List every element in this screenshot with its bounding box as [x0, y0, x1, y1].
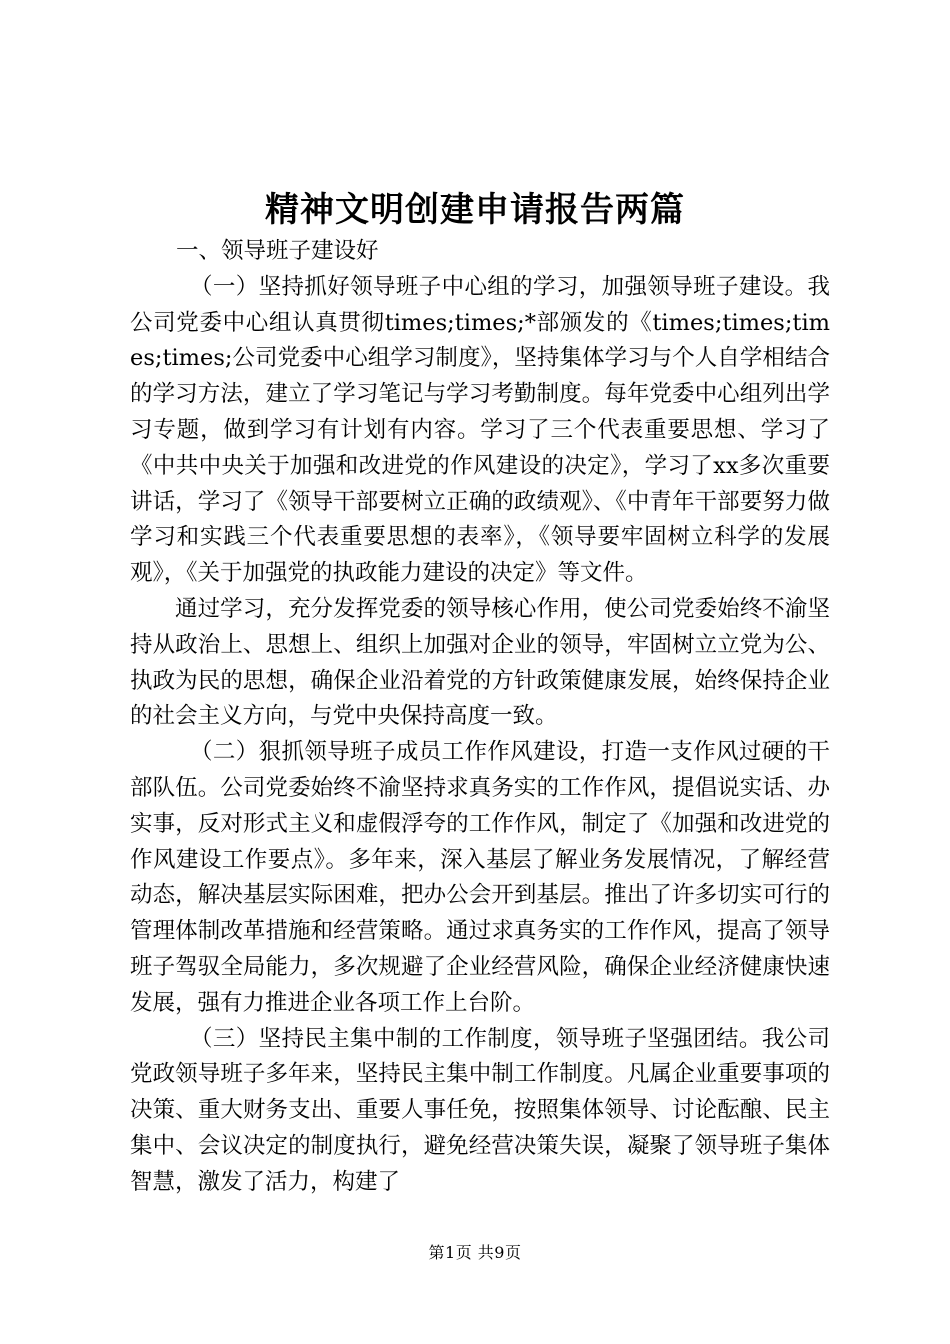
page-number-footer: 第1页 共9页	[428, 1243, 522, 1262]
paragraph-1: （一）坚持抓好领导班子中心组的学习，加强领导班子建设。我公司党委中心组认真贯彻times;times;*部颁发的《times;times;times;times;公司党委中心组学习制度》，坚持集体学习与个人自学相结合的学习方法，建立了学习笔记与学习考勤制度。每年党委中心组列出学习专题，做到学习有计划有内容。学习了三个代表重要思想、学习了《中共中央关于加强和改进党的作风建设的决定》，学习了xx多次重要讲话，学习了《领导干部要树立正确的政绩观》、《中青年干部要努力做学习和实践三个代表重要思想的表率》，《领导要牢固树立科学的发展观》，《关于加强党的执政能力建设的决定》等文件。	[130, 273, 830, 587]
page-title: 精神文明创建申请报告两篇	[265, 190, 685, 230]
section-heading: 一、领导班子建设好	[176, 238, 379, 264]
paragraph-3: （二）狠抓领导班子成员工作作风建设，打造一支作风过硬的干部队伍。公司党委始终不渝坚持求真务实的工作作风，提倡说实话、办实事，反对形式主义和虚假浮夸的工作作风，制定了《加强和改进党的作风建设工作要点》。多年来，深入基层了解业务发展情况，了解经营动态，解决基层实际困难，把办公会开到基层。推出了许多切实可行的管理体制改革措施和经营策略。通过求真务实的工作作风，提高了领导班子驾驭全局能力，多次规避了企业经营风险，确保企业经济健康快速发展，强有力推进企业各项工作上台阶。	[130, 739, 830, 1016]
paragraph-2: 通过学习，充分发挥党委的领导核心作用，使公司党委始终不渝坚持从政治上、思想上、组织上加强对企业的领导，牢固树立立党为公、执政为民的思想，确保企业沿着党的方针政策健康发展，始终保持企业的社会主义方向，与党中央保持高度一致。	[130, 595, 830, 730]
document-body	[130, 234, 830, 1201]
paragraph-4: （三）坚持民主集中制的工作制度，领导班子坚强团结。我公司党政领导班子多年来，坚持民主集中制工作制度。凡属企业重要事项的决策、重大财务支出、重要人事任免，按照集体领导、讨论酝酿、民主集中、会议决定的制度执行，避免经营决策失误，凝聚了领导班子集体智慧，激发了活力，构建了	[130, 1025, 830, 1195]
